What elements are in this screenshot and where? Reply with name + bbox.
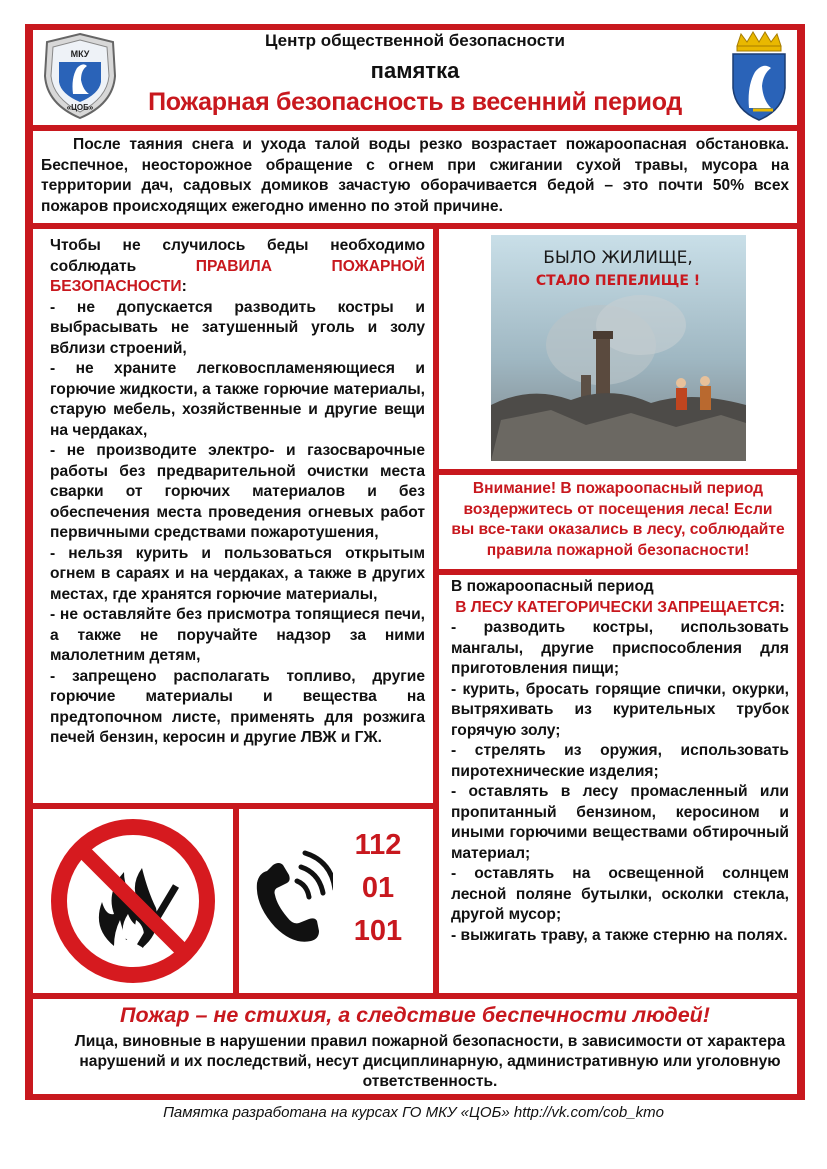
rule-item: - не оставляйте без присмотра топящиеся печи, а также не поручайте надзор за ними малолетним детям, — [50, 606, 425, 664]
forest-item: - выжигать траву, а также стерню на полях. — [451, 926, 788, 944]
rules-lead-text: Чтобы не случилось беды необходимо соблюдать — [50, 237, 425, 275]
forest-lead-highlight: В ЛЕСУ КАТЕГОРИЧЕСКИ ЗАПРЕЩАЕТСЯ — [455, 598, 780, 616]
forest-item: - разводить костры, использовать мангалы, другие приспособления для приготовления пищи; — [451, 619, 789, 677]
rule-item: - нельзя курить и пользоваться открытым огнем в сараях и на чердаках, а также в других местах, где хранятся горючие материалы, — [50, 544, 425, 603]
page-title: Пожарная безопасность в весенний период — [148, 88, 682, 116]
forest-item: - оставлять в лесу промасленный или пропитанный бензином, керосином и иными горючими веществами обтирочный материал; — [451, 783, 789, 862]
header — [33, 30, 797, 125]
slogan: Пожар – не стихия, а следствие беспечности людей! — [120, 1003, 710, 1027]
attention-text: Внимание! В пожароопасный период воздержитесь от посещения леса! Если вы все-таки оказались в лесу, соблюдайте правила пожарной безопасности! — [451, 480, 785, 559]
no-open-fire-icon — [44, 816, 222, 986]
rules-lead-end: : — [181, 278, 187, 295]
burned-house-illustration — [491, 235, 746, 461]
rule-item: - не допускается разводить костры и выбрасывать не затушенный уголь и золу вблизи строений, — [50, 298, 425, 357]
forest-lead-end: : — [779, 598, 785, 616]
footer-credit: Памятка разработана на курсах ГО МКУ «ЦОБ» http://vk.com/cob_kmo — [163, 1104, 664, 1121]
bottom-section — [33, 999, 797, 1094]
forest-lead — [451, 577, 789, 598]
phone-number-01: 01 — [361, 872, 395, 904]
rule-item: - запрещено располагать топливо, другие горючие материалы и вещества на предтопочном листе, применять для розжига печей бензин, керосин и другие ЛВЖ и ГЖ. — [50, 667, 425, 746]
phone-icon — [247, 847, 333, 947]
forest-item: - курить, бросать горящие спички, окурки, вытряхивать из курительных трубок горячую золу; — [451, 680, 789, 739]
memo-label: памятка — [370, 58, 460, 83]
rule-item: - не храните легковоспламеняющиеся и горючие жидкости, а также горючие материалы, старую мебель, хозяйственные и другие вещи на чердаках, — [50, 360, 425, 439]
phone-number-112: 112 — [354, 829, 402, 861]
logo-bottom-text: «ЦОБ» — [66, 103, 94, 112]
fire-safety-rules — [33, 229, 433, 803]
forest-prohibitions — [439, 575, 797, 993]
forest-lead-line2 — [451, 598, 789, 619]
forest-item: - оставлять на освещенной солнцем лесной поляне бутылки, осколки стекла, другой мусор; — [451, 865, 789, 923]
intro-paragraph — [33, 131, 797, 223]
intro-text: После таяния снега и ухода талой воды резко возрастает пожароопасная обстановка. Беспечное, неосторожное обращение с огнем при сжигании сухой травы, мусора на территории дач, садовых домиков зачастую оборачивается бедой – это почти 50% всех пожаров происходящих ежегодно именно по этой причине. — [41, 136, 789, 215]
emergency-phones — [239, 809, 433, 993]
burned-house-photo — [439, 229, 797, 469]
photo-caption-line2: СТАЛО ПЕПЕЛИЩЕ ! — [535, 273, 701, 289]
forest-lead-text: В пожароопасный период — [451, 578, 654, 595]
photo-caption-line1: БЫЛО ЖИЛИЩЕ, — [543, 248, 693, 268]
liability-text: Лица, виновные в нарушении правил пожарной безопасности, в зависимости от характера нарушений и их последствий, несут дисциплинарную, административную или уголовную ответственность. — [74, 1033, 786, 1090]
no-open-fire-sign — [33, 809, 233, 993]
forest-item: - стрелять из оружия, использовать пиротехнические изделия; — [451, 742, 789, 780]
attention-notice — [439, 475, 797, 569]
rules-lead — [50, 236, 425, 298]
logo-top-text: МКУ — [70, 49, 90, 59]
organization-name: Центр общественной безопасности — [265, 31, 565, 50]
rules-lead-highlight: ПРАВИЛА ПОЖАРНОЙ БЕЗОПАСНОСТИ — [50, 257, 425, 295]
rule-item: - не производите электро- и газосварочные работы без предварительной очистки места сварки от горючих материалов и без обеспечения места проведения огневых работ первичными средствами пожаротушения, — [50, 442, 425, 541]
phone-number-101: 101 — [353, 915, 403, 947]
coat-of-arms-icon — [727, 30, 791, 122]
